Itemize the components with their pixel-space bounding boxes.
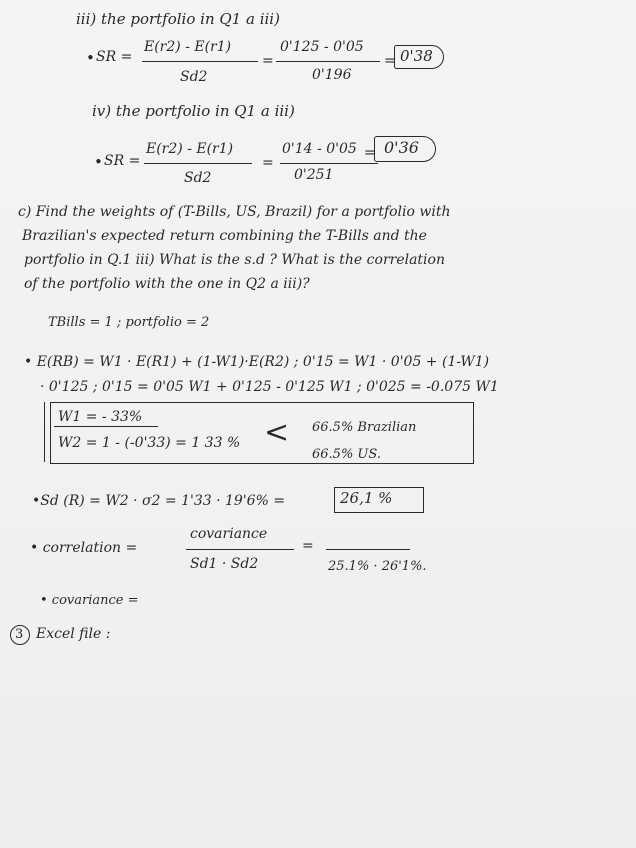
margin-bracket [44, 402, 45, 462]
weight-w1: W1 = - 33% [58, 409, 143, 425]
fraction-bar [276, 61, 380, 62]
underline [54, 426, 158, 427]
sr-label: SR = [96, 49, 133, 65]
question-line: Brazilian's expected return combining the T-Bills and the [22, 228, 427, 244]
sr-result: 0'36 [384, 138, 419, 157]
section-iv-heading: iv) the portfolio in Q1 a iii) [92, 102, 295, 120]
equals-sign: = [384, 53, 396, 69]
sr-value-denominator: 0'251 [294, 167, 334, 183]
correlation-denominator: Sd1 · Sd2 [190, 556, 259, 572]
expected-return-equation-continued: · 0'125 ; 0'15 = 0'05 W1 + 0'125 - 0'125 W1 ; 0'025 = -0.075 W1 [40, 379, 499, 395]
sr-formula-numerator: E(r2) - E(r1) [144, 39, 232, 55]
equals-sign: = [302, 538, 314, 554]
sr-value-numerator: 0'14 - 0'05 [282, 141, 357, 157]
sr-formula-denominator: Sd2 [180, 69, 208, 85]
sr-formula-denominator: Sd2 [184, 170, 212, 186]
sr-value-denominator: 0'196 [312, 67, 352, 83]
equals-sign: = [364, 145, 376, 161]
sd-equation: •Sd (R) = W2 · σ2 = 1'33 · 19'6% = [32, 493, 286, 509]
bullet: • [94, 153, 103, 171]
fraction-bar [144, 163, 252, 164]
split-arrow: < [264, 415, 290, 450]
split-us: 66.5% US. [312, 447, 381, 462]
sr-result: 0'38 [400, 47, 433, 65]
expected-return-equation: • E(RB) = W1 · E(R1) + (1-W1)·E(R2) ; 0'15 = W1 · 0'05 + (1-W1) [24, 354, 490, 370]
fraction-bar [186, 549, 294, 550]
excel-file-label: Excel file : [36, 626, 111, 642]
question-line: c) Find the weights of (T-Bills, US, Brazil) for a portfolio with [18, 204, 451, 220]
fraction-bar [326, 549, 410, 550]
item-number: 3 [15, 627, 24, 642]
sd-result: 26,1 % [340, 489, 393, 507]
question-line: portfolio in Q.1 iii) What is the s.d ? What is the correlation [24, 252, 445, 268]
covariance-label: • covariance = [40, 593, 139, 608]
sr-value-numerator: 0'125 - 0'05 [280, 39, 364, 55]
correlation-label: • correlation = [30, 540, 138, 556]
sr-label: SR = [104, 153, 141, 169]
section-iii-heading: iii) the portfolio in Q1 a iii) [76, 10, 280, 28]
correlation-numerator: covariance [190, 526, 268, 542]
split-brazilian: 66.5% Brazilian [312, 420, 417, 435]
sr-formula-numerator: E(r2) - E(r1) [146, 141, 234, 157]
bullet: • [86, 49, 95, 67]
question-line: of the portfolio with the one in Q2 a iii)? [24, 276, 310, 292]
correlation-denominator-values: 25.1% · 26'1%. [328, 559, 427, 574]
fraction-bar [142, 61, 258, 62]
equals-sign: = [262, 53, 274, 69]
equals-sign: = [262, 155, 274, 171]
fraction-bar [280, 163, 378, 164]
weight-w2: W2 = 1 - (-0'33) = 1 33 % [58, 435, 241, 451]
asset-numbering: TBills = 1 ; portfolio = 2 [48, 315, 210, 330]
